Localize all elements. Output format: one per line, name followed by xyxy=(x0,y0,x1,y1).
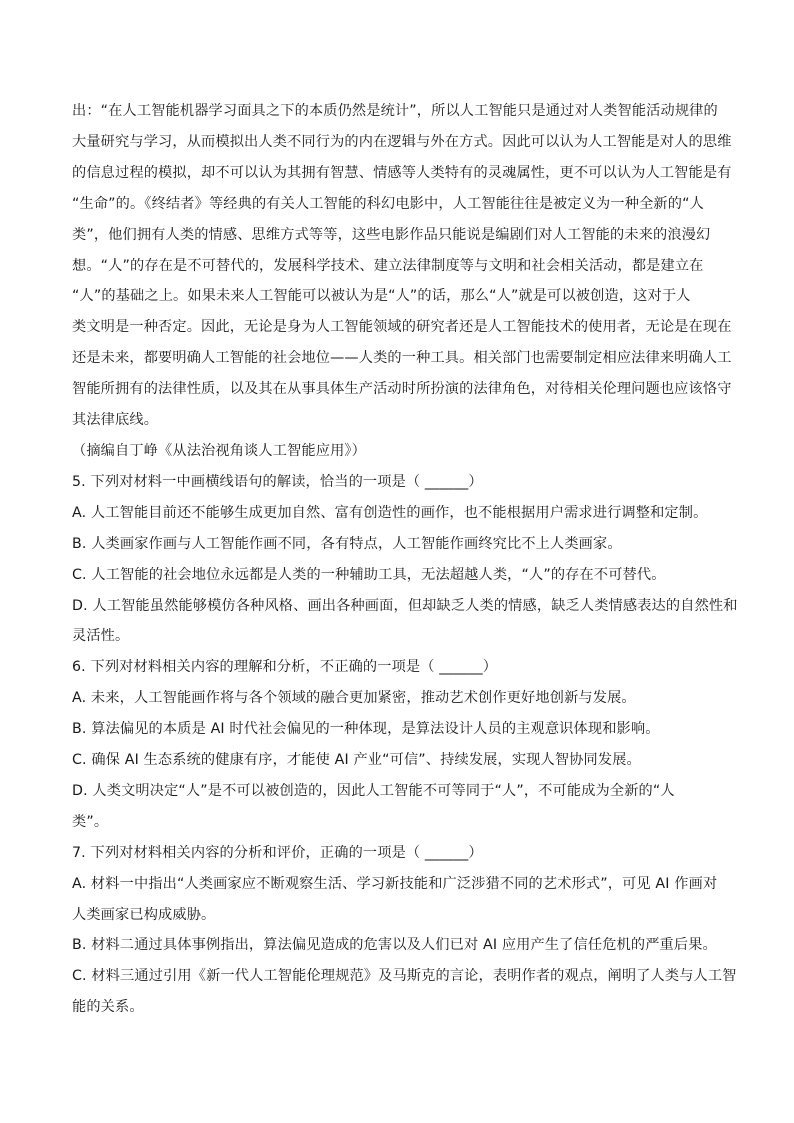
passage-line: 想。“人”的存在是不可替代的，发展科学技术、建立法律制度等与文明和社会相关活动，都是建立在 xyxy=(72,257,704,274)
passage-source: （摘编自丁峥《从法治视角谈人工智能应用》） xyxy=(72,442,366,459)
passage-line: 类文明是一种否定。因此，无论是身为人工智能领域的研究者还是人工智能技术的使用者，无论是在现在 xyxy=(72,319,732,336)
question-5-option-a[interactable]: A. 人工智能目前还不能够生成更加自然、富有创造性的画作，也不能根据用户需求进行调整和定制。 xyxy=(72,504,708,521)
question-5-stem: 5. 下列对材料一中画横线语句的解读，恰当的一项是（ ______） xyxy=(72,473,483,490)
passage-line: 的信息过程的模拟，却不可以认为其拥有智慧、情感等人类特有的灵魂属性，更不可以认为人工智能是有 xyxy=(72,164,732,181)
document-page xyxy=(72,96,738,1023)
question-5-option-d[interactable]: D. 人工智能虽然能够模仿各种风格、画出各种画面，但却缺乏人类的情感，缺乏人类情感表达的自然性和 灵活性。 xyxy=(72,597,738,645)
passage-line: 其法律底线。 xyxy=(72,412,159,429)
passage-line: 出：“在人工智能机器学习面具之下的本质仍然是统计”，所以人工智能只是通过对人类智能活动规律的 xyxy=(72,103,718,119)
passage-line: “生命”的。《终结者》等经典的有关人工智能的科幻电影中，人工智能往往是被定义为一种全新的“人 xyxy=(72,195,704,212)
passage-line: 还是未来，都要明确人工智能的社会地位——人类的一种工具。相关部门也需要制定相应法律来明确人工 xyxy=(72,350,732,367)
question-6-option-c[interactable]: C. 确保 AI 生态系统的健康有序，才能使 AI 产业“可信”、持续发展，实现人智协同发展。 xyxy=(72,752,641,769)
question-6-option-d[interactable]: D. 人类文明决定“人”是不可以被创造的，因此人工智能不可等同于“人”，不可能成为全新的“人 类”。 xyxy=(72,782,675,830)
question-6-option-b[interactable]: B. 算法偏见的本质是 AI 时代社会偏见的一种体现，是算法设计人员的主观意识体现和影响。 xyxy=(72,721,660,738)
question-7-option-c[interactable]: C. 材料三通过引用《新一代人工智能伦理规范》及马斯克的言论，表明作者的观点，阐明了人类与人工智 能的关系。 xyxy=(72,968,737,1016)
question-6-stem: 6. 下列对材料相关内容的理解和分析，不正确的一项是（ ______） xyxy=(72,659,498,676)
passage-line: 大量研究与学习，从而模拟出人类不同行为的内在逻辑与外在方式。因此可以认为人工智能是对人的思维 xyxy=(72,133,732,150)
question-5-option-c[interactable]: C. 人工智能的社会地位永远都是人类的一种辅助工具，无法超越人类，“人”的存在不可替代。 xyxy=(72,566,666,583)
question-6-option-a[interactable]: A. 未来，人工智能画作将与各个领域的融合更加紧密，推动艺术创作更好地创新与发展。 xyxy=(72,690,636,707)
passage-line: 智能所拥有的法律性质，以及其在从事具体生产活动时所扮演的法律角色，对待相关伦理问题也应该恪守 xyxy=(72,381,732,398)
passage-line: 类”，他们拥有人类的情感、思维方式等等，这些电影作品只能说是编剧们对人工智能的未来的浪漫幻 xyxy=(72,226,711,243)
passage-paragraph xyxy=(72,96,732,436)
question-7-option-b[interactable]: B. 材料二通过具体事例指出，算法偏见造成的危害以及人们已对 AI 应用产生了信任危机的严重后果。 xyxy=(72,937,717,954)
question-7-stem: 7. 下列对材料相关内容的分析和评价，正确的一项是（ ______） xyxy=(72,844,483,861)
question-7-option-a[interactable]: A. 材料一中指出“人类画家应不断观察生活、学习新技能和广泛涉猎不同的艺术形式”，可见 AI 作画对 人类画家已构成威胁。 xyxy=(72,875,718,923)
passage-line: “人”的基础之上。如果未来人工智能可以被认为是“人”的话，那么“人”就是可以被创造，这对于人 xyxy=(72,288,691,305)
question-5-option-b[interactable]: B. 人类画家作画与人工智能作画不同，各有特点，人工智能作画终究比不上人类画家。 xyxy=(72,535,622,552)
